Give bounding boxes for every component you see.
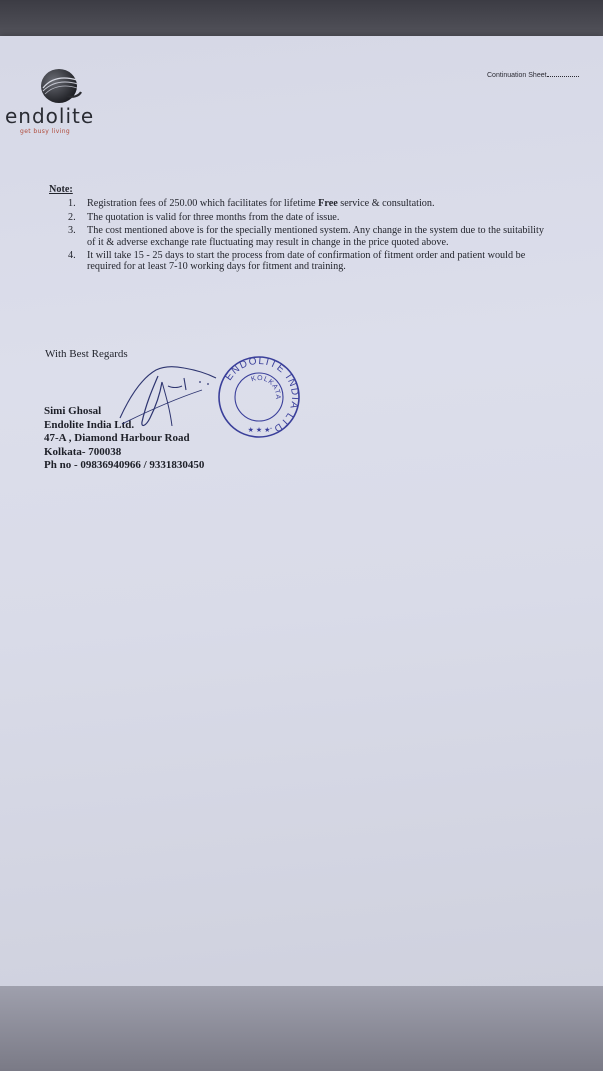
note-item-number: 3.	[68, 225, 76, 237]
company-stamp	[214, 352, 304, 442]
note-item-text: It will take 15 - 25 days to start the process from date of confirmation of fitment order and patient would be required for at least 7-10 working days for fitment and training.	[87, 250, 526, 273]
sender-company: Endolite India Ltd.	[44, 418, 135, 431]
stamp-inner-text: KOLKATA	[250, 374, 282, 400]
note-title: Note:	[49, 184, 73, 195]
logo-wordmark: endolite	[5, 104, 95, 128]
note-item	[49, 250, 549, 273]
note-item-text: The cost mentioned above is for the specially mentioned system. Any change in the system due to the suitability of it & adverse exchange rate fluctuating may result in change in the price quoted above.	[87, 225, 544, 248]
note-item-number: 1.	[68, 198, 76, 210]
sender-name: Simi Ghosal	[44, 405, 102, 417]
closing-regards: With Best Regards	[45, 348, 128, 360]
document-page	[0, 36, 603, 986]
company-logo	[5, 66, 125, 138]
note-item-text-part: Registration fees of 250.00 which facilitates for lifetime	[87, 198, 319, 210]
note-item	[49, 225, 549, 248]
stamp-outer-text: ENDOLITE INDIA LTD.	[223, 355, 301, 437]
note-item	[49, 212, 549, 223]
continuation-sheet-label	[487, 72, 579, 79]
note-item-text: The quotation is valid for three months from the date of issue.	[87, 211, 340, 223]
photo-background-bottom	[0, 986, 603, 1071]
note-item-number: 4.	[68, 250, 76, 262]
logo-tagline: get busy living	[20, 128, 71, 135]
note-item-number: 2.	[68, 211, 76, 223]
note-item	[49, 198, 549, 209]
logo-mark-icon	[37, 66, 83, 108]
note-item-text-part: service & consultation.	[337, 198, 435, 210]
continuation-sheet-text: Continuation Sheet	[487, 72, 547, 79]
sender-phone: Ph no - 09836940966 / 9331830450	[44, 459, 205, 472]
note-item-bold-word: Free	[318, 198, 338, 210]
note-list	[49, 198, 549, 272]
stamp-stars: ★ ★ ★	[247, 427, 271, 434]
continuation-sheet-blank	[547, 76, 579, 77]
sender-street: 47-A , Diamond Harbour Road	[44, 432, 190, 445]
note-item-text	[87, 198, 435, 209]
sender-city: Kolkata- 700038	[44, 445, 122, 458]
note-section	[49, 184, 549, 275]
